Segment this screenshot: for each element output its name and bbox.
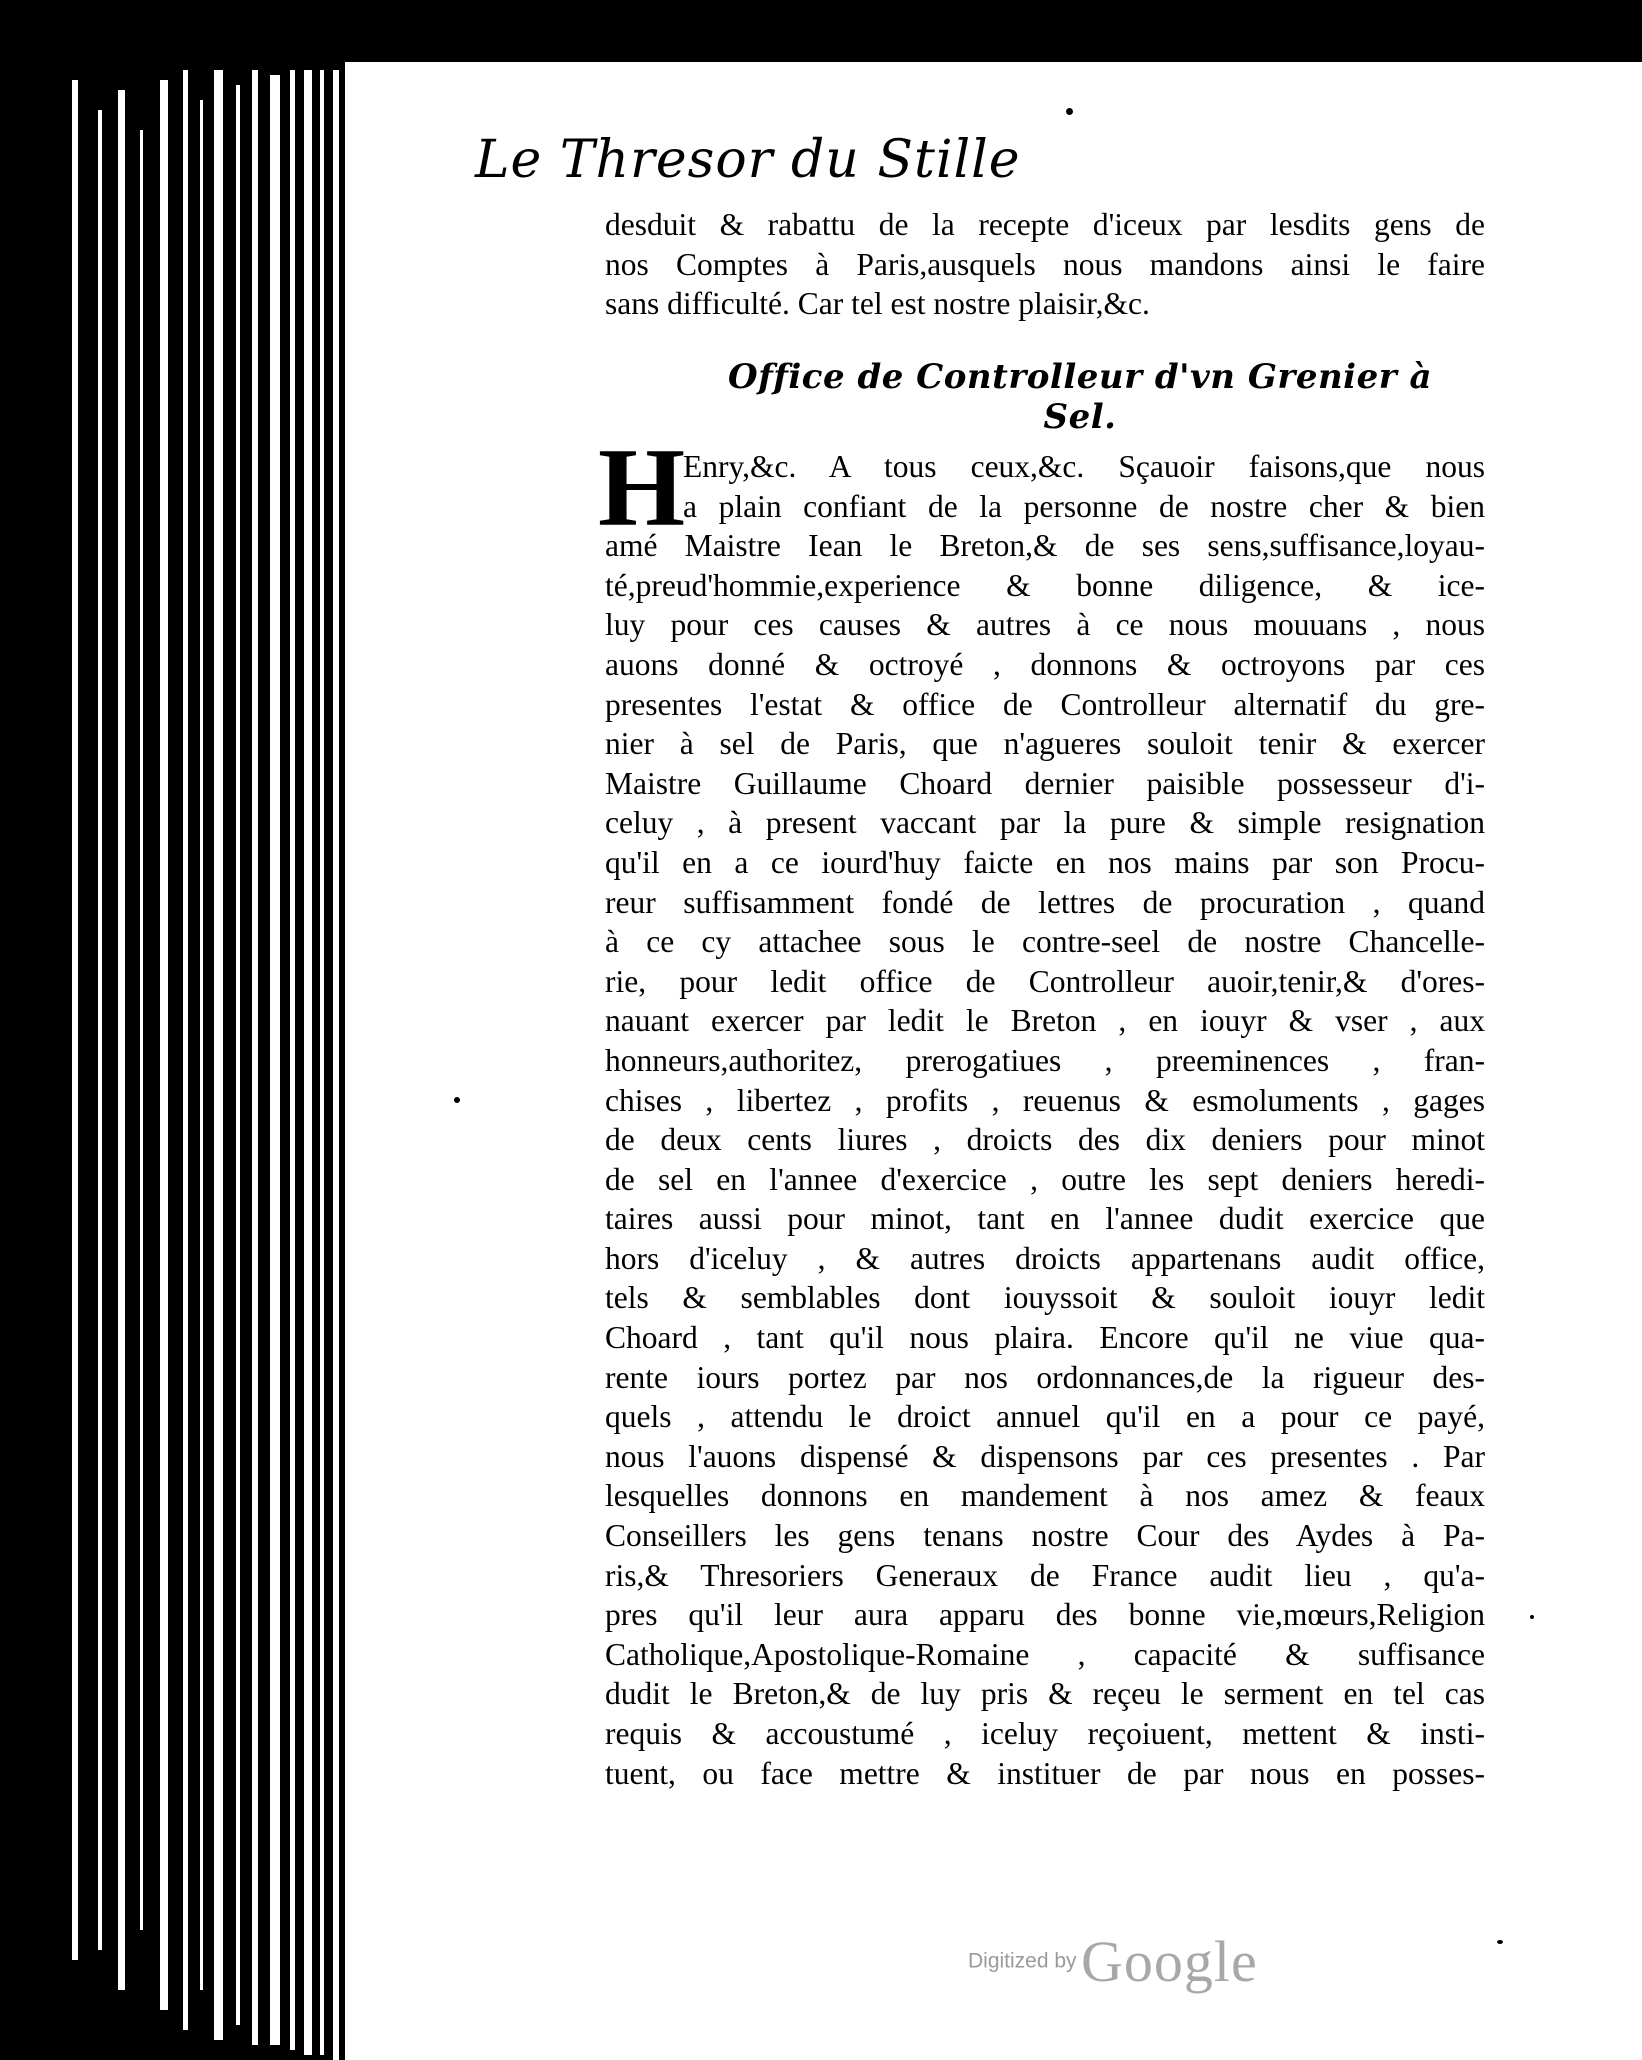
body-line: tels & semblables dont iouyssoit & souloit iouyr ledit <box>605 1280 1485 1316</box>
section-heading: Office de Controlleur d'vn Grenier à Sel. <box>727 357 1432 437</box>
body-line: tuent, ou face mettre & instituer de par nous en posses- <box>605 1755 1485 1791</box>
body-line: presentes l'estat & office de Controlleur alternatif du gre- <box>605 686 1485 722</box>
drop-cap: H <box>598 426 686 550</box>
body-line: luy pour ces causes & autres à ce nous mouuans , nous <box>605 607 1485 643</box>
body-line: dudit le Breton,& de luy pris & reçeu le serment en tel cas <box>605 1676 1485 1712</box>
continuation-line: desduit & rabattu de la recepte d'iceux par lesdits gens de <box>605 207 1485 242</box>
digitized-watermark <box>968 1928 1258 1995</box>
continuation-line: nos Comptes à Paris,ausquels nous mandons ainsi le faire <box>605 246 1485 282</box>
body-line: taires aussi pour minot, tant en l'annee dudit exercice que <box>605 1201 1485 1237</box>
body-line: hors d'iceluy , & autres droicts appartenans audit office, <box>605 1240 1485 1276</box>
body-line: rente iours portez par nos ordonnances,de la rigueur des- <box>605 1359 1485 1395</box>
body-line: ris,& Thresoriers Generaux de France audit lieu , qu'a- <box>605 1557 1485 1593</box>
body-line: celuy , à present vaccant par la pure & simple resignation <box>605 805 1485 841</box>
body-line: nier à sel de Paris, que n'agueres souloit tenir & exercer <box>605 726 1485 762</box>
body-line: Conseillers les gens tenans nostre Cour des Aydes à Pa- <box>605 1518 1485 1554</box>
ink-speck <box>1497 1940 1503 1944</box>
body-line: pres qu'il leur aura apparu des bonne vie,mœurs,Religion <box>605 1597 1485 1633</box>
body-line: auons donné & octroyé , donnons & octroyons par ces <box>605 646 1485 682</box>
body-line: té,preud'hommie,experience & bonne diligence, & ice- <box>605 567 1485 603</box>
watermark-prefix: Digitized by <box>968 1949 1077 1973</box>
body-text <box>605 447 1485 1793</box>
body-line: Choard , tant qu'il nous plaira. Encore qu'il ne viue qua- <box>605 1320 1485 1356</box>
scan-top-border <box>0 0 1642 62</box>
continuation-text <box>605 205 1485 324</box>
body-line: Maistre Guillaume Choard dernier paisible possesseur d'i- <box>605 765 1485 801</box>
body-line: à ce cy attachee sous le contre-seel de nostre Chancelle- <box>605 924 1485 960</box>
binding-gutter <box>0 0 345 2060</box>
continuation-line: sans difficulté. Car tel est nostre plaisir,&c. <box>605 286 1150 322</box>
body-line: quels , attendu le droict annuel qu'il en a pour ce payé, <box>605 1399 1485 1435</box>
body-line: Enry,&c. A tous ceux,&c. Sçauoir faisons,que nous <box>683 449 1485 484</box>
body-line: a plain confiant de la personne de nostre cher & bien <box>683 488 1485 524</box>
body-line: rie, pour ledit office de Controlleur auoir,tenir,& d'ores- <box>605 963 1485 999</box>
body-line: nous l'auons dispensé & dispensons par ces presentes . Par <box>605 1438 1485 1474</box>
running-head: Le Thresor du Stille <box>475 130 1021 190</box>
body-line: honneurs,authoritez, prerogatiues , preeminences , fran- <box>605 1042 1485 1078</box>
body-line: nauant exercer par ledit le Breton , en iouyr & vser , aux <box>605 1003 1485 1039</box>
ink-speck <box>1066 108 1073 115</box>
body-line: Catholique,Apostolique-Romaine , capacité & suffisance <box>605 1636 1485 1672</box>
body-line: qu'il en a ce iourd'huy faicte en nos mains par son Procu- <box>605 844 1485 880</box>
watermark-brand: Google <box>1081 1929 1258 1994</box>
body-line: de deux cents liures , droicts des dix deniers pour minot <box>605 1122 1485 1158</box>
ink-speck <box>1530 1615 1534 1619</box>
body-line: amé Maistre Iean le Breton,& de ses sens,suffisance,loyau- <box>605 528 1485 564</box>
ink-speck <box>454 1097 460 1103</box>
body-line: requis & accoustumé , iceluy reçoiuent, mettent & insti- <box>605 1716 1485 1751</box>
gutter-stripes <box>0 70 345 2060</box>
body-line: chises , libertez , profits , reuenus & esmoluments , gages <box>605 1082 1485 1118</box>
body-line: lesquelles donnons en mandement à nos amez & feaux <box>605 1478 1485 1514</box>
body-line: de sel en l'annee d'exercice , outre les sept deniers heredi- <box>605 1161 1485 1197</box>
body-line: reur suffisamment fondé de lettres de procuration , quand <box>605 884 1485 920</box>
